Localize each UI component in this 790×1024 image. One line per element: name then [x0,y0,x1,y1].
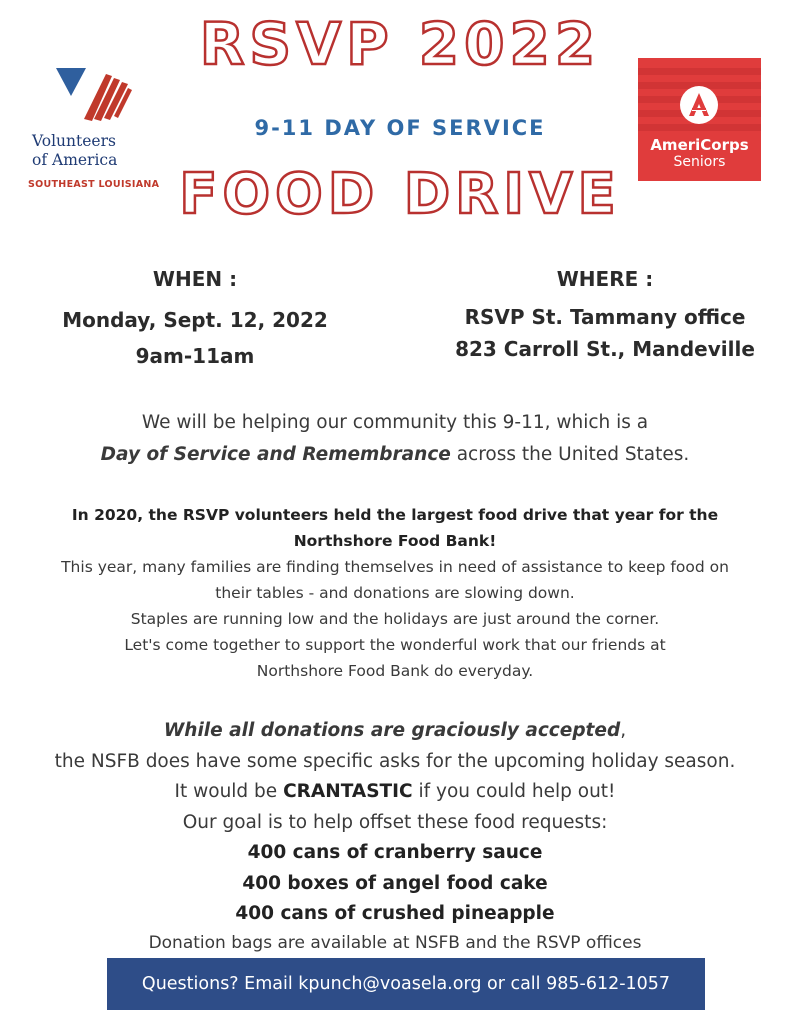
story-bold-line1: In 2020, the RSVP volunteers held the largest food drive that year for the [71,506,719,524]
intro-paragraph [20,407,770,471]
where-address: 823 Carroll St., Mandeville [455,337,755,361]
voa-logo [20,62,160,192]
where-section [440,266,770,366]
asks-line4: Our goal is to help offset these food requests: [182,811,608,833]
story-line: This year, many families are finding themselves in need of assistance to keep food on [61,558,729,576]
ask-item: 400 cans of cranberry sauce [247,842,543,863]
where-label: WHERE : [556,267,654,291]
asks-emphasis-tail: , [620,720,627,741]
voa-region: SOUTHEAST LOUISIANA [28,179,160,190]
page-title-rsvp: RSVP 2022 [199,10,601,78]
asks-line3-post: if you could help out! [412,781,616,802]
asks-line3-pre: It would be [174,781,284,802]
ask-item: 400 boxes of angel food cake [242,872,548,894]
story-line: Let's come together to support the wonderful work that our friends at [124,636,666,654]
asks-line2: the NSFB does have some specific asks for the upcoming holiday season. [54,750,736,772]
intro-line2 [20,439,770,471]
crantastic-word: CRANTASTIC [283,781,413,802]
voa-name-line2: of America [32,151,118,169]
asks-emphasis: While all donations are graciously accepted [163,720,621,741]
when-label: WHEN : [152,267,238,291]
story-line: their tables - and donations are slowing down. [215,584,575,602]
intro-emphasis: Day of Service and Remembrance [100,444,451,465]
where-place: RSVP St. Tammany office [464,305,746,329]
americorps-logo [638,58,761,181]
story-paragraph [20,502,770,684]
voa-name [32,132,162,170]
intro-line2-rest: across the United States. [450,444,690,465]
page-title-food-drive: FOOD DRIVE [179,162,621,227]
asks-line3 [20,777,770,808]
when-date: Monday, Sept. 12, 2022 [62,308,328,332]
event-subtitle: 9-11 DAY OF SERVICE [254,116,546,140]
donation-bags-note: Donation bags are available at NSFB and the RSVP offices [148,932,642,953]
when-section [40,266,350,374]
americorps-brand: AmeriCorps [650,136,749,154]
asks-line1 [20,716,770,747]
when-time: 9am-11am [135,344,255,368]
voa-chevron-icon [54,64,134,126]
voa-name-line1: Volunteers [32,132,116,150]
story-line: Northshore Food Bank do everyday. [256,662,534,680]
intro-line1: We will be helping our community this 9-11, which is a [141,412,649,433]
story-bold-line2: Northshore Food Bank! [293,532,497,550]
story-line: Staples are running low and the holidays are just around the corner. [130,610,660,628]
americorps-a-icon [680,86,718,124]
asks-paragraph [20,716,770,956]
contact-footer: Questions? Email kpunch@voasela.org or call 985-612-1057 [107,958,705,1010]
americorps-sub: Seniors [673,154,726,170]
ask-item: 400 cans of crushed pineapple [235,903,555,924]
